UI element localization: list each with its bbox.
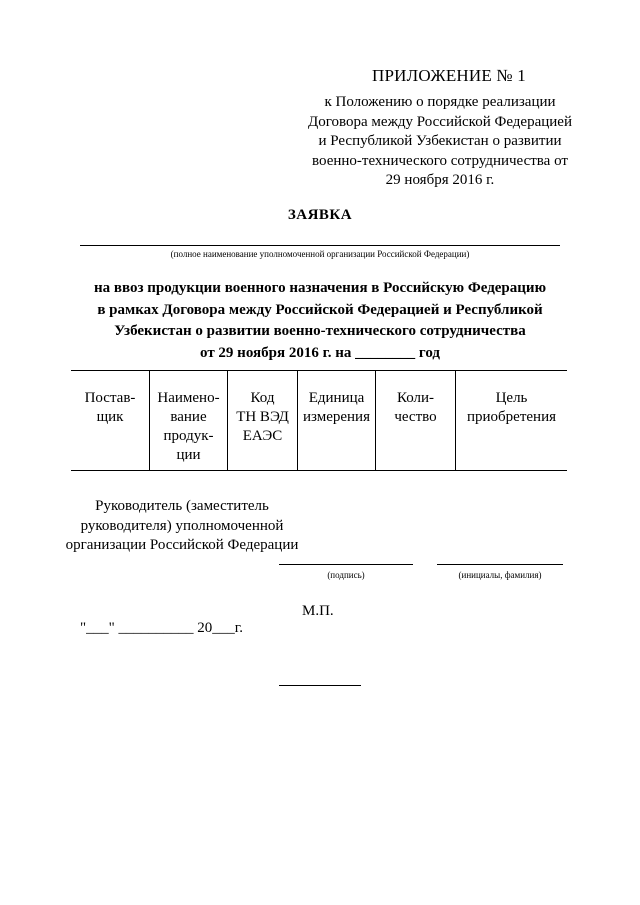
stamp-placeholder: М.П.: [302, 603, 334, 619]
column-unit: [297, 371, 375, 470]
name-caption: (инициалы, фамилия): [458, 570, 542, 580]
header-text: продук-: [163, 428, 214, 444]
bottom-divider: [279, 685, 361, 686]
appendix-title: ПРИЛОЖЕНИЕ № 1: [372, 66, 526, 85]
header-text: приобретения: [466, 409, 556, 425]
header-text: ЕАЭС: [242, 428, 283, 444]
column-tn-ved-code: [227, 371, 297, 470]
header-text: чество: [394, 409, 437, 425]
head-label: Руководитель (заместитель руководителя) уполномоченной организации Российской Федерации: [65, 498, 299, 553]
header-text: Наимено-: [157, 390, 220, 406]
date-field: "___" __________ 20___г.: [80, 620, 243, 636]
name-line: [437, 564, 563, 565]
signature-caption: (подпись): [327, 570, 365, 580]
header-text: Единица: [308, 390, 365, 406]
subject-line: от 29 ноября 2016 г. на ________ год: [200, 344, 440, 361]
header-text: Код: [250, 390, 275, 406]
subject-line: на ввоз продукции военного назначения в Российскую Федерацию: [93, 280, 547, 296]
signature-line: [279, 564, 413, 565]
column-product-name: [149, 371, 227, 470]
header-text: ТН ВЭД: [236, 409, 289, 425]
subject-line: Узбекистан о развитии военно-технического сотрудничества: [114, 323, 526, 339]
column-purpose: [455, 371, 567, 470]
header-text: вание: [170, 409, 207, 425]
goods-table: [71, 370, 567, 471]
application-subject: [60, 278, 580, 364]
column-quantity: [375, 371, 455, 470]
header-text: ции: [176, 447, 201, 463]
organization-name-line: [80, 245, 560, 246]
column-supplier: [71, 371, 149, 470]
header-text: Коли-: [396, 390, 435, 406]
appendix-reference: к Положению о порядке реализации Договора между Российской Федерацией и Республикой Узбекистан о развитии военно-технического сотрудничества от 29 ноября 2016 г.: [308, 94, 572, 188]
header-text: Цель: [495, 390, 528, 406]
header-text: Постав-: [84, 390, 136, 406]
document-title: ЗАЯВКА: [287, 207, 353, 223]
subject-line: в рамках Договора между Российской Федерацией и Республикой: [97, 301, 543, 318]
header-text: щик: [96, 409, 124, 425]
header-text: измерения: [302, 409, 370, 425]
organization-name-caption: (полное наименование уполномоченной организации Российской Федерации): [170, 249, 470, 259]
